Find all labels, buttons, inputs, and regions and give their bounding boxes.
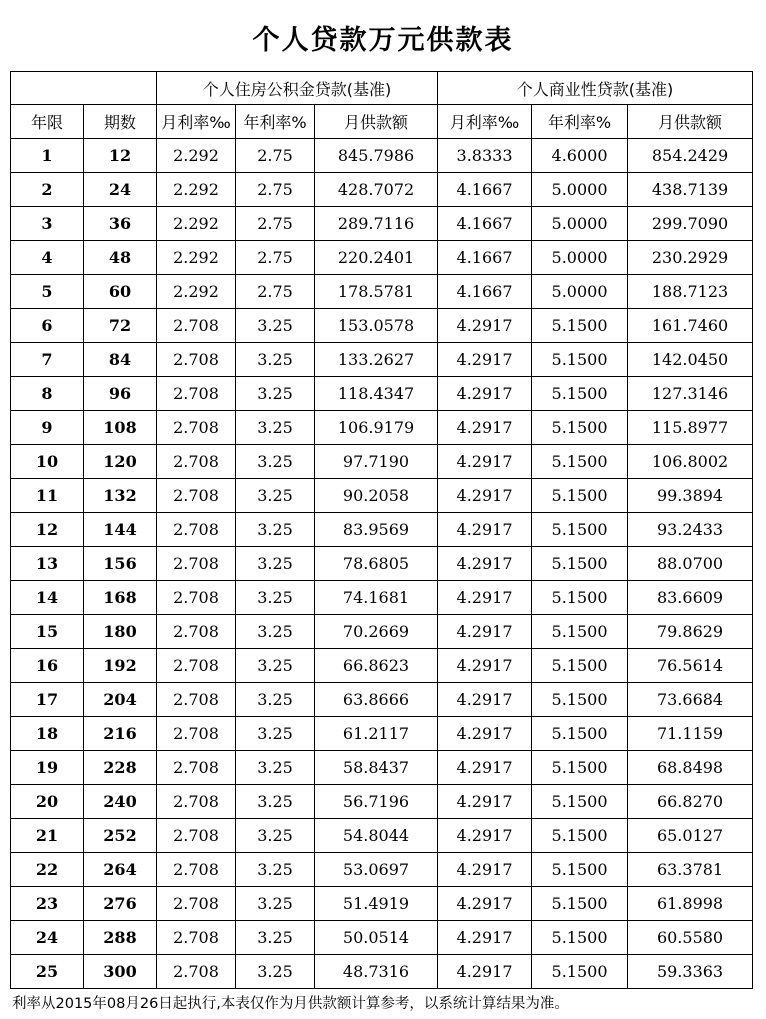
table-row	[11, 785, 753, 819]
commercial-annual-rate-cell: 5.0000	[532, 173, 628, 207]
fund-monthly-rate-cell: 2.708	[157, 309, 236, 343]
fund-payment-cell: 106.9179	[315, 411, 438, 445]
commercial-payment-cell: 854.2429	[628, 139, 753, 173]
table-row	[11, 309, 753, 343]
table-row	[11, 241, 753, 275]
fund-monthly-rate-cell: 2.708	[157, 411, 236, 445]
year-cell: 16	[11, 649, 84, 683]
commercial-payment-cell: 79.8629	[628, 615, 753, 649]
table-row	[11, 411, 753, 445]
periods-cell: 144	[84, 513, 157, 547]
commercial-annual-rate-cell: 5.1500	[532, 615, 628, 649]
periods-cell: 240	[84, 785, 157, 819]
periods-cell: 24	[84, 173, 157, 207]
commercial-payment-cell: 68.8498	[628, 751, 753, 785]
year-cell: 25	[11, 955, 84, 989]
table-row	[11, 581, 753, 615]
commercial-annual-rate-cell: 5.1500	[532, 887, 628, 921]
year-cell: 23	[11, 887, 84, 921]
periods-cell: 108	[84, 411, 157, 445]
commercial-monthly-rate-cell: 4.1667	[438, 207, 532, 241]
table-row	[11, 513, 753, 547]
periods-cell: 252	[84, 819, 157, 853]
fund-payment-cell: 178.5781	[315, 275, 438, 309]
commercial-monthly-rate-cell: 4.2917	[438, 479, 532, 513]
year-cell: 5	[11, 275, 84, 309]
periods-cell: 300	[84, 955, 157, 989]
fund-monthly-rate-cell: 2.708	[157, 649, 236, 683]
commercial-monthly-rate-cell: 4.2917	[438, 343, 532, 377]
year-cell: 10	[11, 445, 84, 479]
column-header-fund-payment: 月供款额	[315, 105, 438, 139]
fund-annual-rate-cell: 2.75	[236, 241, 315, 275]
commercial-payment-cell: 106.8002	[628, 445, 753, 479]
commercial-payment-cell: 230.2929	[628, 241, 753, 275]
table-row	[11, 955, 753, 989]
commercial-annual-rate-cell: 5.1500	[532, 785, 628, 819]
periods-cell: 132	[84, 479, 157, 513]
periods-cell: 60	[84, 275, 157, 309]
fund-payment-cell: 118.4347	[315, 377, 438, 411]
commercial-monthly-rate-cell: 4.2917	[438, 377, 532, 411]
page-title: 个人贷款万元供款表	[252, 25, 514, 56]
commercial-monthly-rate-cell: 4.2917	[438, 819, 532, 853]
fund-monthly-rate-cell: 2.708	[157, 377, 236, 411]
commercial-annual-rate-cell: 5.1500	[532, 479, 628, 513]
year-cell: 4	[11, 241, 84, 275]
year-cell: 19	[11, 751, 84, 785]
fund-monthly-rate-cell: 2.708	[157, 751, 236, 785]
group-header-row	[11, 72, 753, 105]
commercial-monthly-rate-cell: 4.2917	[438, 411, 532, 445]
table-row	[11, 479, 753, 513]
commercial-annual-rate-cell: 5.1500	[532, 921, 628, 955]
commercial-monthly-rate-cell: 4.2917	[438, 615, 532, 649]
table-row	[11, 887, 753, 921]
group-header-commercial: 个人商业性贷款(基准)	[438, 72, 753, 105]
commercial-payment-cell: 161.7460	[628, 309, 753, 343]
periods-cell: 228	[84, 751, 157, 785]
fund-annual-rate-cell: 3.25	[236, 785, 315, 819]
fund-payment-cell: 66.8623	[315, 649, 438, 683]
table-row	[11, 819, 753, 853]
fund-annual-rate-cell: 3.25	[236, 309, 315, 343]
commercial-monthly-rate-cell: 4.2917	[438, 547, 532, 581]
column-header-fund-annual-rate: 年利率%	[236, 105, 315, 139]
fund-monthly-rate-cell: 2.708	[157, 955, 236, 989]
fund-annual-rate-cell: 3.25	[236, 887, 315, 921]
commercial-annual-rate-cell: 5.1500	[532, 751, 628, 785]
periods-cell: 120	[84, 445, 157, 479]
fund-monthly-rate-cell: 2.708	[157, 581, 236, 615]
fund-payment-cell: 83.9569	[315, 513, 438, 547]
commercial-annual-rate-cell: 5.1500	[532, 955, 628, 989]
periods-cell: 48	[84, 241, 157, 275]
year-cell: 14	[11, 581, 84, 615]
fund-payment-cell: 289.7116	[315, 207, 438, 241]
commercial-annual-rate-cell: 5.1500	[532, 819, 628, 853]
periods-cell: 204	[84, 683, 157, 717]
commercial-annual-rate-cell: 5.1500	[532, 853, 628, 887]
year-cell: 17	[11, 683, 84, 717]
commercial-payment-cell: 188.7123	[628, 275, 753, 309]
periods-cell: 216	[84, 717, 157, 751]
fund-payment-cell: 53.0697	[315, 853, 438, 887]
fund-payment-cell: 97.7190	[315, 445, 438, 479]
fund-payment-cell: 133.2627	[315, 343, 438, 377]
periods-cell: 36	[84, 207, 157, 241]
year-cell: 1	[11, 139, 84, 173]
fund-monthly-rate-cell: 2.292	[157, 139, 236, 173]
year-cell: 6	[11, 309, 84, 343]
table-row	[11, 275, 753, 309]
commercial-payment-cell: 59.3363	[628, 955, 753, 989]
year-cell: 8	[11, 377, 84, 411]
table-row	[11, 683, 753, 717]
commercial-monthly-rate-cell: 4.1667	[438, 173, 532, 207]
year-cell: 22	[11, 853, 84, 887]
fund-annual-rate-cell: 3.25	[236, 479, 315, 513]
commercial-annual-rate-cell: 5.1500	[532, 343, 628, 377]
fund-payment-cell: 153.0578	[315, 309, 438, 343]
year-cell: 7	[11, 343, 84, 377]
commercial-monthly-rate-cell: 4.2917	[438, 445, 532, 479]
periods-cell: 180	[84, 615, 157, 649]
year-cell: 24	[11, 921, 84, 955]
fund-annual-rate-cell: 3.25	[236, 445, 315, 479]
fund-annual-rate-cell: 3.25	[236, 513, 315, 547]
commercial-payment-cell: 83.6609	[628, 581, 753, 615]
periods-cell: 72	[84, 309, 157, 343]
commercial-payment-cell: 76.5614	[628, 649, 753, 683]
fund-payment-cell: 74.1681	[315, 581, 438, 615]
table-row	[11, 717, 753, 751]
fund-monthly-rate-cell: 2.708	[157, 513, 236, 547]
column-header-row	[11, 105, 753, 139]
periods-cell: 192	[84, 649, 157, 683]
commercial-monthly-rate-cell: 4.2917	[438, 921, 532, 955]
table-body	[11, 139, 753, 989]
commercial-annual-rate-cell: 4.6000	[532, 139, 628, 173]
commercial-monthly-rate-cell: 4.1667	[438, 241, 532, 275]
year-cell: 21	[11, 819, 84, 853]
commercial-monthly-rate-cell: 4.2917	[438, 309, 532, 343]
fund-annual-rate-cell: 3.25	[236, 547, 315, 581]
column-header-commercial-monthly-rate: 月利率‰	[438, 105, 532, 139]
year-cell: 2	[11, 173, 84, 207]
column-header-commercial-payment: 月供款额	[628, 105, 753, 139]
fund-payment-cell: 428.7072	[315, 173, 438, 207]
commercial-payment-cell: 299.7090	[628, 207, 753, 241]
fund-payment-cell: 61.2117	[315, 717, 438, 751]
commercial-annual-rate-cell: 5.1500	[532, 513, 628, 547]
fund-annual-rate-cell: 3.25	[236, 751, 315, 785]
commercial-annual-rate-cell: 5.0000	[532, 241, 628, 275]
blank-header-cell	[11, 72, 157, 105]
commercial-annual-rate-cell: 5.1500	[532, 309, 628, 343]
fund-payment-cell: 845.7986	[315, 139, 438, 173]
commercial-payment-cell: 71.1159	[628, 717, 753, 751]
commercial-payment-cell: 127.3146	[628, 377, 753, 411]
commercial-monthly-rate-cell: 4.2917	[438, 955, 532, 989]
column-header-year: 年限	[11, 105, 84, 139]
commercial-payment-cell: 438.7139	[628, 173, 753, 207]
table-row	[11, 377, 753, 411]
periods-cell: 96	[84, 377, 157, 411]
year-cell: 3	[11, 207, 84, 241]
fund-annual-rate-cell: 3.25	[236, 343, 315, 377]
fund-annual-rate-cell: 3.25	[236, 615, 315, 649]
table-row	[11, 615, 753, 649]
table-row	[11, 139, 753, 173]
table-row	[11, 343, 753, 377]
fund-annual-rate-cell: 3.25	[236, 683, 315, 717]
periods-cell: 84	[84, 343, 157, 377]
commercial-payment-cell: 93.2433	[628, 513, 753, 547]
periods-cell: 288	[84, 921, 157, 955]
fund-monthly-rate-cell: 2.708	[157, 615, 236, 649]
fund-payment-cell: 70.2669	[315, 615, 438, 649]
commercial-payment-cell: 66.8270	[628, 785, 753, 819]
commercial-payment-cell: 88.0700	[628, 547, 753, 581]
table-row	[11, 173, 753, 207]
fund-payment-cell: 50.0514	[315, 921, 438, 955]
year-cell: 18	[11, 717, 84, 751]
commercial-payment-cell: 61.8998	[628, 887, 753, 921]
fund-monthly-rate-cell: 2.708	[157, 819, 236, 853]
table-row	[11, 547, 753, 581]
commercial-monthly-rate-cell: 4.2917	[438, 581, 532, 615]
commercial-payment-cell: 142.0450	[628, 343, 753, 377]
commercial-annual-rate-cell: 5.1500	[532, 411, 628, 445]
fund-monthly-rate-cell: 2.708	[157, 445, 236, 479]
fund-payment-cell: 220.2401	[315, 241, 438, 275]
table-row	[11, 207, 753, 241]
table-row	[11, 649, 753, 683]
fund-payment-cell: 51.4919	[315, 887, 438, 921]
fund-annual-rate-cell: 2.75	[236, 275, 315, 309]
fund-payment-cell: 63.8666	[315, 683, 438, 717]
fund-payment-cell: 78.6805	[315, 547, 438, 581]
commercial-monthly-rate-cell: 4.2917	[438, 513, 532, 547]
fund-annual-rate-cell: 3.25	[236, 377, 315, 411]
year-cell: 13	[11, 547, 84, 581]
fund-annual-rate-cell: 3.25	[236, 649, 315, 683]
fund-annual-rate-cell: 3.25	[236, 853, 315, 887]
commercial-annual-rate-cell: 5.1500	[532, 649, 628, 683]
year-cell: 11	[11, 479, 84, 513]
fund-annual-rate-cell: 2.75	[236, 207, 315, 241]
fund-payment-cell: 48.7316	[315, 955, 438, 989]
loan-payment-table	[10, 71, 753, 989]
column-header-commercial-annual-rate: 年利率%	[532, 105, 628, 139]
fund-payment-cell: 56.7196	[315, 785, 438, 819]
year-cell: 20	[11, 785, 84, 819]
year-cell: 9	[11, 411, 84, 445]
fund-payment-cell: 54.8044	[315, 819, 438, 853]
fund-payment-cell: 90.2058	[315, 479, 438, 513]
fund-monthly-rate-cell: 2.708	[157, 479, 236, 513]
commercial-monthly-rate-cell: 4.2917	[438, 853, 532, 887]
fund-annual-rate-cell: 3.25	[236, 819, 315, 853]
fund-annual-rate-cell: 3.25	[236, 717, 315, 751]
commercial-monthly-rate-cell: 4.2917	[438, 649, 532, 683]
commercial-payment-cell: 60.5580	[628, 921, 753, 955]
commercial-payment-cell: 65.0127	[628, 819, 753, 853]
periods-cell: 168	[84, 581, 157, 615]
fund-monthly-rate-cell: 2.708	[157, 343, 236, 377]
table-row	[11, 445, 753, 479]
commercial-annual-rate-cell: 5.1500	[532, 581, 628, 615]
commercial-monthly-rate-cell: 4.1667	[438, 275, 532, 309]
fund-monthly-rate-cell: 2.708	[157, 547, 236, 581]
fund-annual-rate-cell: 3.25	[236, 581, 315, 615]
commercial-annual-rate-cell: 5.0000	[532, 207, 628, 241]
fund-annual-rate-cell: 3.25	[236, 411, 315, 445]
fund-payment-cell: 58.8437	[315, 751, 438, 785]
periods-cell: 276	[84, 887, 157, 921]
fund-monthly-rate-cell: 2.708	[157, 853, 236, 887]
commercial-monthly-rate-cell: 4.2917	[438, 785, 532, 819]
year-cell: 15	[11, 615, 84, 649]
table-row	[11, 921, 753, 955]
commercial-monthly-rate-cell: 4.2917	[438, 751, 532, 785]
table-row	[11, 853, 753, 887]
commercial-annual-rate-cell: 5.0000	[532, 275, 628, 309]
commercial-monthly-rate-cell: 4.2917	[438, 683, 532, 717]
commercial-annual-rate-cell: 5.1500	[532, 377, 628, 411]
fund-monthly-rate-cell: 2.708	[157, 785, 236, 819]
table-row	[11, 751, 753, 785]
periods-cell: 12	[84, 139, 157, 173]
fund-monthly-rate-cell: 2.292	[157, 275, 236, 309]
commercial-annual-rate-cell: 5.1500	[532, 683, 628, 717]
commercial-annual-rate-cell: 5.1500	[532, 717, 628, 751]
fund-annual-rate-cell: 2.75	[236, 173, 315, 207]
fund-annual-rate-cell: 3.25	[236, 921, 315, 955]
fund-monthly-rate-cell: 2.708	[157, 887, 236, 921]
commercial-monthly-rate-cell: 4.2917	[438, 717, 532, 751]
fund-annual-rate-cell: 3.25	[236, 955, 315, 989]
fund-monthly-rate-cell: 2.708	[157, 683, 236, 717]
fund-monthly-rate-cell: 2.292	[157, 173, 236, 207]
commercial-monthly-rate-cell: 3.8333	[438, 139, 532, 173]
commercial-monthly-rate-cell: 4.2917	[438, 887, 532, 921]
commercial-payment-cell: 63.3781	[628, 853, 753, 887]
commercial-payment-cell: 115.8977	[628, 411, 753, 445]
fund-monthly-rate-cell: 2.708	[157, 717, 236, 751]
footnote: 利率从2015年08月26日起执行,本表仅作为月供款额计算参考，以系统计算结果为准。	[12, 996, 569, 1012]
fund-annual-rate-cell: 2.75	[236, 139, 315, 173]
group-header-fund: 个人住房公积金贷款(基准)	[157, 72, 438, 105]
column-header-periods: 期数	[84, 105, 157, 139]
commercial-payment-cell: 73.6684	[628, 683, 753, 717]
column-header-fund-monthly-rate: 月利率‰	[157, 105, 236, 139]
periods-cell: 156	[84, 547, 157, 581]
year-cell: 12	[11, 513, 84, 547]
fund-monthly-rate-cell: 2.708	[157, 921, 236, 955]
commercial-annual-rate-cell: 5.1500	[532, 547, 628, 581]
commercial-annual-rate-cell: 5.1500	[532, 445, 628, 479]
commercial-payment-cell: 99.3894	[628, 479, 753, 513]
periods-cell: 264	[84, 853, 157, 887]
fund-monthly-rate-cell: 2.292	[157, 207, 236, 241]
fund-monthly-rate-cell: 2.292	[157, 241, 236, 275]
